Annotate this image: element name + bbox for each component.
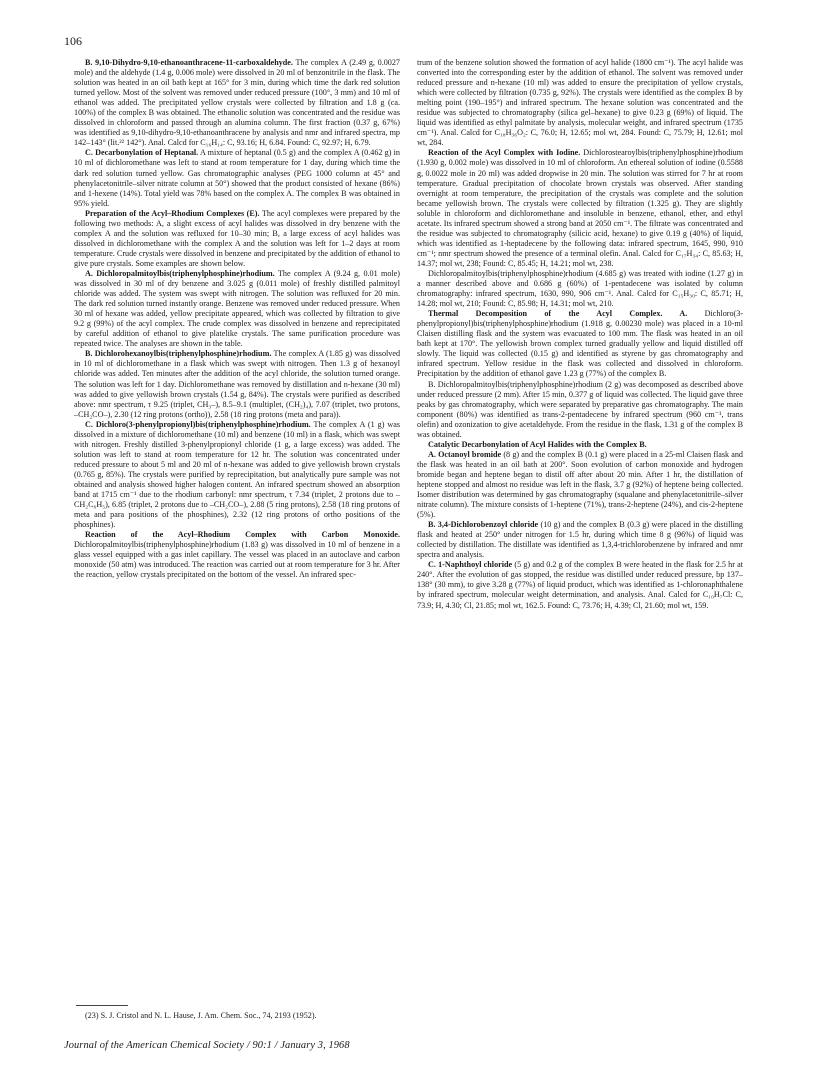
paragraph-heading: B. 9,10-Dihydro-9,10-ethanoanthracene-11-carboxaldehyde. xyxy=(85,58,293,67)
paragraph-heading: Reaction of the Acyl Complex with Iodine. xyxy=(428,148,581,158)
paragraph-text: Dichloropalmitoylbis(triphenylphosphine)rhodium (4.685 g) was treated with iodine (1.27 g) in a manner described above and 0.686 g (60%) of 1-pentadecene was isolated by column chromatography: infrared spectrum, 1630, 990, 906 cm⁻¹. Anal. Calcd for C₁₅H₃₀: C, 85.71; H, 14.28; mol wt, 210; Found: C, 85.98; H, 14.31; mol wt, 210. xyxy=(417,268,743,309)
paragraph-heading: Reaction of the Acyl–Rhodium Complex with Carbon Monoxide. xyxy=(85,530,400,540)
paragraph xyxy=(417,309,743,379)
paragraph xyxy=(417,148,743,269)
paragraph-heading: B. Dichlorohexanoylbis(triphenylphosphine)rhodium. xyxy=(85,349,272,359)
paragraph xyxy=(417,440,743,450)
paragraph xyxy=(74,58,400,148)
paragraph xyxy=(74,349,400,419)
left-column xyxy=(74,58,400,580)
right-column xyxy=(417,58,743,611)
paragraph-heading: A. Octanoyl bromide xyxy=(428,449,502,459)
paragraph-heading: C. Dichloro(3-phenylpropionyl)bis(triphenylphosphine)rhodium. xyxy=(85,419,311,429)
paragraph xyxy=(74,209,400,269)
footnote-rule xyxy=(76,1005,128,1006)
paragraph xyxy=(417,269,743,309)
paragraph xyxy=(74,269,400,349)
paragraph-text: The acyl complexes were prepared by the following two methods: A, a slight excess of acyl halides was dissolved in dry benzene with the complex A and the solution was refluxed for 10–30 min; B, a large excess of acyl halides was dissolved in dichloromethane with the complex A and the solution was left for 1–2 days at room temperature. Crude crystals were dissolved in benzene and precipitated by the addition of ethanol to give pure crystals. Some examples are shown below. xyxy=(74,208,400,268)
paragraph xyxy=(417,450,743,520)
paragraph xyxy=(417,520,743,560)
paragraph-text: B. Dichloropalmitoylbis(triphenylphosphine)rhodium (2 g) was decomposed as described above under reduced pressure (2 mm). After 15 min, 0.377 g of liquid was collected. The liquid gave three peaks by gas chromatography, which were separated by preparative gas chromatography. The main component (80%) was identified as trans-2-pentadecene by infrared spectrum (960 cm⁻¹, trans olefin) and ozonization to give acetaldehyde. From the residue in the flask, 1.31 g of the complex B was obtained. xyxy=(417,379,743,439)
paragraph-text: The complex A (9.24 g, 0.01 mole) was dissolved in 30 ml of dry benzene and 3.025 g (0.011 mole) of freshly distilled palmitoyl chloride was added. The system was swept with nitrogen. The solution was refluxed for 20 min. The dark red solution turned instantly orange. Benzene was removed under reduced pressure. When 30 ml of hexane was added, yellow precipitate appeared, which was collected by filtration to give 9.2 g (99%) of the acyl complex. The crude complex was dissolved in benzene and reprecipitated by careful addition of ethanol to give platelike crystals. The same purification procedure was repeated twice. The analyses are shown in the table. xyxy=(74,268,400,349)
journal-footer: Journal of the American Chemical Society / 90:1 / January 3, 1968 xyxy=(64,1040,350,1051)
paragraph-heading: Thermal Decomposition of the Acyl Complex. A. xyxy=(428,309,688,319)
paragraph-text: The complex A (1 g) was dissolved in a mixture of dichloromethane (10 ml) and benzene (10 ml) in a flask, which was swept with nitrogen. Freshly distilled 3-phenylpropionyl chloride (1 g, a large excess) was added. The solution was left to stand at room temperature for 12 hr. The solution was concentrated under reduced pressure to about 5 ml and 20 ml of n-hexane was added to give yellowish brown crystals (0.765 g, 85%). The crystals were purified by reprecipitation, but analytically pure sample was not obtained and analysis showed higher halogen content. An infrared spectrum showed an absorption band at 1715 cm⁻¹ due to the rhodium carbonyl: nmr spectrum, τ 7.34 (triplet, 2 protons due to –CH₂C₆H₅), 6.85 (triplet, 2 protons due to –CH₂CO–), 2.88 (5 ring protons), 2.58 (18 ring protons of meta and para positions of the phosphines), 2.32 (12 ring protons of ortho positions of the phosphines). xyxy=(74,419,400,530)
paragraph-text: (10 g) and the complex B (0.3 g) were placed in the distilling flask and heated at 250° under nitrogen for 1.5 hr, during which time 8 g (96%) of liquid was collected by distillation. The distillate was identified as 1,3,4-trichlorobenzene by infrared and nmr spectra and analysis. xyxy=(417,520,743,560)
paragraph-heading: B. 3,4-Dichlorobenzoyl chloride xyxy=(428,520,539,530)
paragraph-text: (8 g) and the complex B (0.1 g) were placed in a 25-ml Claisen flask and the flask was heated in an oil bath at 200°. Soon evolution of carbon monoxide and hydrogen bromide began and heptene began to distil off after about 20 min. After 1 hr, the distillation of heptene stopped and almost no residue was left in the flask, 3.7 g (92%) of heptene being collected. Isomer distribution was determined by gas chromatography (squalane and phenylacetonitrile–silver nitrate column). The mixture consists of 1-heptene (71%), trans-2-heptene (24%), and cis-2-heptene (5%). xyxy=(417,449,743,520)
paragraph-heading: Catalytic Decarbonylation of Acyl Halides with the Complex B. xyxy=(428,439,647,449)
paragraph-heading: A. Dichloropalmitoylbis(triphenylphosphine)rhodium. xyxy=(85,268,275,278)
paragraph xyxy=(74,420,400,531)
paragraph-text: A mixture of heptanal (0.5 g) and the complex A (0.462 g) in 10 ml of dichloromethane was left to stand at room temperature for 1 day, during which time the dark red solution turned yellow. Gas chromatographic analyses (PEG 1000 column at 45° and phenylacetonitrile–silver nitrate column at 50°) showed that the product consisted of hexane (86%) and 1-hexene (14%). Total yield was 78% based on the complex A. The complex B was obtained in 95% yield. xyxy=(74,148,400,208)
paragraph-text: Dichlorostearoylbis(triphenylphosphine)rhodium (1.930 g, 0.002 mole) was dissolved in 10 ml of chloroform. An ethereal solution of iodine (0.5588 g, 0.0022 mole in 20 ml) was added dropwise in 20 min. The solution was stirred for 7 hr at room temperature. Gradual precipitation of chocolate brown crystals was observed. After standing overnight at room temperature, the precipitation of the crystals was complete and the solution became yellowish brown. The crystals were collected by filtration (1.325 g). They are slightly soluble in chloroform and dichloromethane and insoluble in benzene, ethanol, ether, and ethyl acetate. Its infrared spectrum showed a strong band at 2050 cm⁻¹. The filtrate was concentrated and the residue was subjected to chromatography (silicic acid, hexane) to give 0.19 g (40%) of liquid, which was identified as 1-heptadecene by the following data: infrared spectrum, 1645, 990, 910 cm⁻¹; nmr spectrum showed the presence of a terminal olefin. Anal. Calcd for C₁₇H₃₄: C, 85.63; H, 14.37; mol wt, 238; Found: C, 85.45; H, 14.21; mol wt, 238. xyxy=(417,148,744,268)
paragraph-text: Dichloropalmitoylbis(triphenylphosphine)rhodium (1.83 g) was dissolved in 10 ml of benzene in a glass vessel equipped with a gas inlet capillary. The vessel was placed in an autoclave and carbon monoxide (50 atm) was introduced. The reaction was carried out at room temperature for 3 hr. After the reaction, yellow crystals precipitated on the bottom of the vessel. An infrared spec- xyxy=(74,540,400,580)
footnote: (23) S. J. Cristol and N. L. Hause, J. Am. Chem. Soc., 74, 2193 (1952). xyxy=(85,1011,317,1020)
paragraph xyxy=(74,530,400,580)
paragraph-text: Dichloro(3-phenylpropionyl)bis(triphenylphosphine)rhodium (1.918 g, 0.00230 mole) was placed in a 10-ml Claisen distilling flask and the system was evacuated to 100 mm. The flask was heated in an oil bath kept at 170°. The yellowish brown complex turned gradually yellow and liquid distilled off slowly. The liquid was collected (0.15 g) and identified as styrene by gas chromatography and infrared spectrum. Yellow residue in the flask was collected and dissolved in chloroform. Precipitation by the addition of ethanol gave 1.23 g (77%) of the complex B. xyxy=(417,309,744,379)
paragraph-heading: Preparation of the Acyl–Rhodium Complexes (E). xyxy=(85,208,260,218)
paragraph xyxy=(417,58,743,148)
paragraph-text: trum of the benzene solution showed the formation of acyl halide (1800 cm⁻¹). The acyl halide was converted into the corresponding ester by the addition of ethanol. The solvent was removed under reduced pressure and n-hexane (10 ml) was added to ensure the precipitation of yellow crystals, which were collected by filtration (0.735 g, 92%). The crystals were identified as the complex B by melting point (190–195°) and infrared spectrum. The hexane solution was concentrated and the residue was subjected to chromatography (silica gel–hexane) to give 0.23 g (69%) of liquid. The liquid was identified as ethyl palmitate by analysis, molecular weight, and infrared spectrum (1735 cm⁻¹). Anal. Calcd for C₁₈H₃₆O₂: C, 76.0; H, 12.65; mol wt, 284. Found: C, 75.79; H, 12.61; mol wt, 284. xyxy=(417,58,743,148)
paragraph-heading: C. Decarbonylation of Heptanal. xyxy=(85,148,199,158)
paragraph xyxy=(417,560,743,610)
paragraph-text: The complex A (2.49 g, 0.0027 mole) and the aldehyde (1.4 g, 0.006 mole) were dissolved in 20 ml of benzonitrile in the flask. The solution was heated in an oil bath kept at 165° for 3 min, during which time the dark red solution turned yellow. Most of the solvent was removed under reduced pressure (100°, 3 mm) and 10 ml of ethanol was added. The precipitated yellow crystals were collected by filtration and 1.8 g (ca. 100%) of the complex B was obtained. The ethanolic solution was concentrated and the residue was dissolved in chloroform and passed through an alumina column. The first fraction (0.37 g, 67%) was identified as 9,10-dihydro-9,10-ethanoanthracene by analysis and nmr and infrared spectra, mp 142–143° (lit.²² 142°). Anal. Calcd for C₁₆H₁₄: C, 93.16; H, 6.84. Found: C, 92.97; H, 6.79. xyxy=(74,58,400,148)
paragraph xyxy=(417,380,743,440)
paragraph-heading: C. 1-Naphthoyl chloride xyxy=(428,560,513,570)
paragraph-text: (5 g) and 0.2 g of the complex B were heated in the flask for 2.5 hr at 240°. After the evolution of gas stopped, the residue was distilled under reduced pressure, bp 137–138° (30 mm), to give 3.28 g (77%) of liquid product, which was identified as 1-chloronaphthalene by infrared spectrum, molecular weight determination, and analysis. Anal. Calcd for C₁₀H₇Cl: C, 73.9; H, 4.30; Cl, 21.85; mol wt, 162.5. Found: C, 73.76; H, 4.39; Cl, 21.60; mol wt, 159. xyxy=(417,560,743,610)
paragraph xyxy=(74,148,400,208)
page-number: 106 xyxy=(64,34,82,48)
paragraph-text: The complex A (1.85 g) was dissolved in 10 ml of dichloromethane in a flask which was swept with nitrogen. Then 1.3 g of hexanoyl chloride was added. Ten minutes after the addition of the acyl chloride, the solution turned orange. The solution was left for 1 day. Dichloromethane was removed by distillation and n-hexane (30 ml) was added to give yellowish brown crystals (1.54 g, 84%). The crystals were purified as described above: nmr spectrum, τ 9.25 (triplet, CH₃–), 8.5–9.1 (multiplet, (CH₂)₄), 7.07 (triplet, two protons, –CH₂CO–), 2.30 (12 ring protons (ortho)), 2.58 (18 ring protons (meta and para)). xyxy=(74,349,401,419)
